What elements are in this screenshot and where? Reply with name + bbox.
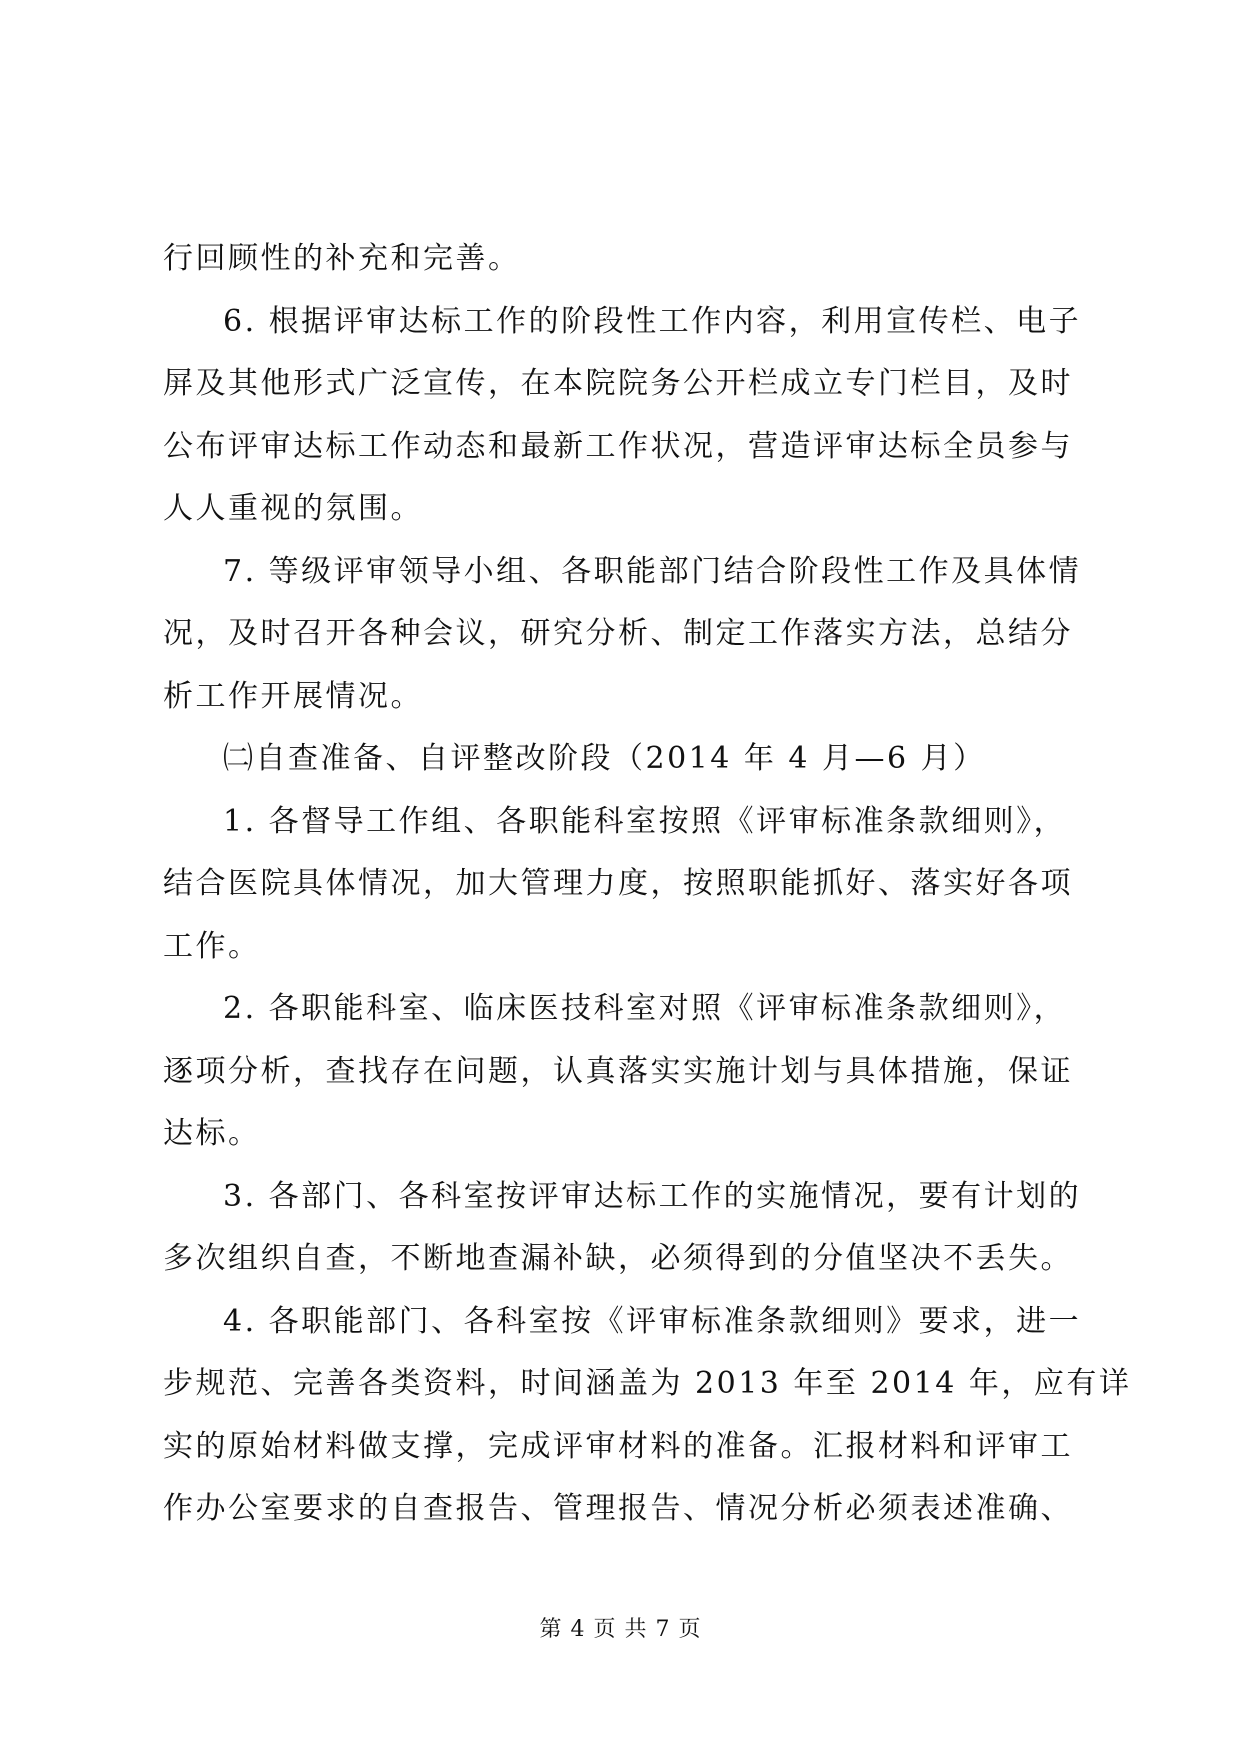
text-line: 3. 各部门、各科室按评审达标工作的实施情况，要有计划的 xyxy=(223,1178,1082,1214)
paragraph-item-4 xyxy=(163,1291,1132,1541)
paragraph-item-3 xyxy=(163,1166,1083,1291)
text-line: 实的原始材料做支撑，完成评审材料的准备。汇报材料和评审工 xyxy=(163,1428,1073,1464)
text-line: 行回顾性的补充和完善。 xyxy=(163,241,521,276)
text-line: ㈡自查准备、自评整改阶段（2014 年 4 月—6 月） xyxy=(223,741,986,776)
paragraph-item-7 xyxy=(163,541,1083,729)
document-body xyxy=(163,228,1132,1541)
text-line: 7. 等级评审领导小组、各职能部门结合阶段性工作及具体情 xyxy=(223,553,1082,589)
paragraph-item-6 xyxy=(163,291,1083,541)
text-line: 2. 各职能科室、临床医技科室对照《评审标准条款细则》， xyxy=(223,991,1067,1026)
text-line: 步规范、完善各类资料，时间涵盖为 2013 年至 2014 年，应有详 xyxy=(163,1366,1132,1401)
paragraph-item-2 xyxy=(163,978,1083,1166)
text-line: 公布评审达标工作动态和最新工作状况，营造评审达标全员参与 xyxy=(163,428,1073,464)
text-line: 达标。 xyxy=(163,1116,261,1151)
text-line: 人人重视的氛围。 xyxy=(163,491,423,526)
text-line: 逐项分析，查找存在问题，认真落实实施计划与具体措施，保证 xyxy=(163,1053,1073,1089)
text-line: 多次组织自查，不断地查漏补缺，必须得到的分值坚决不丢失。 xyxy=(163,1241,1073,1276)
text-line: 4. 各职能部门、各科室按《评审标准条款细则》要求，进一 xyxy=(223,1303,1082,1339)
paragraph-continuation xyxy=(163,228,1083,291)
text-line: 况，及时召开各种会议，研究分析、制定工作落实方法，总结分 xyxy=(163,616,1073,651)
text-line: 作办公室要求的自查报告、管理报告、情况分析必须表述准确、 xyxy=(163,1491,1073,1526)
text-line: 6. 根据评审达标工作的阶段性工作内容，利用宣传栏、电子 xyxy=(223,303,1082,339)
text-line: 1. 各督导工作组、各职能科室按照《评审标准条款细则》， xyxy=(223,803,1067,839)
page-footer: 第 4 页 共 7 页 xyxy=(539,1617,702,1642)
text-line: 析工作开展情况。 xyxy=(163,678,423,714)
text-line: 屏及其他形式广泛宣传，在本院院务公开栏成立专门栏目，及时 xyxy=(163,366,1073,401)
text-line: 结合医院具体情况，加大管理力度，按照职能抓好、落实好各项 xyxy=(163,866,1073,901)
section-heading xyxy=(163,728,1083,791)
text-line: 工作。 xyxy=(163,928,261,964)
paragraph-item-1 xyxy=(163,791,1083,979)
